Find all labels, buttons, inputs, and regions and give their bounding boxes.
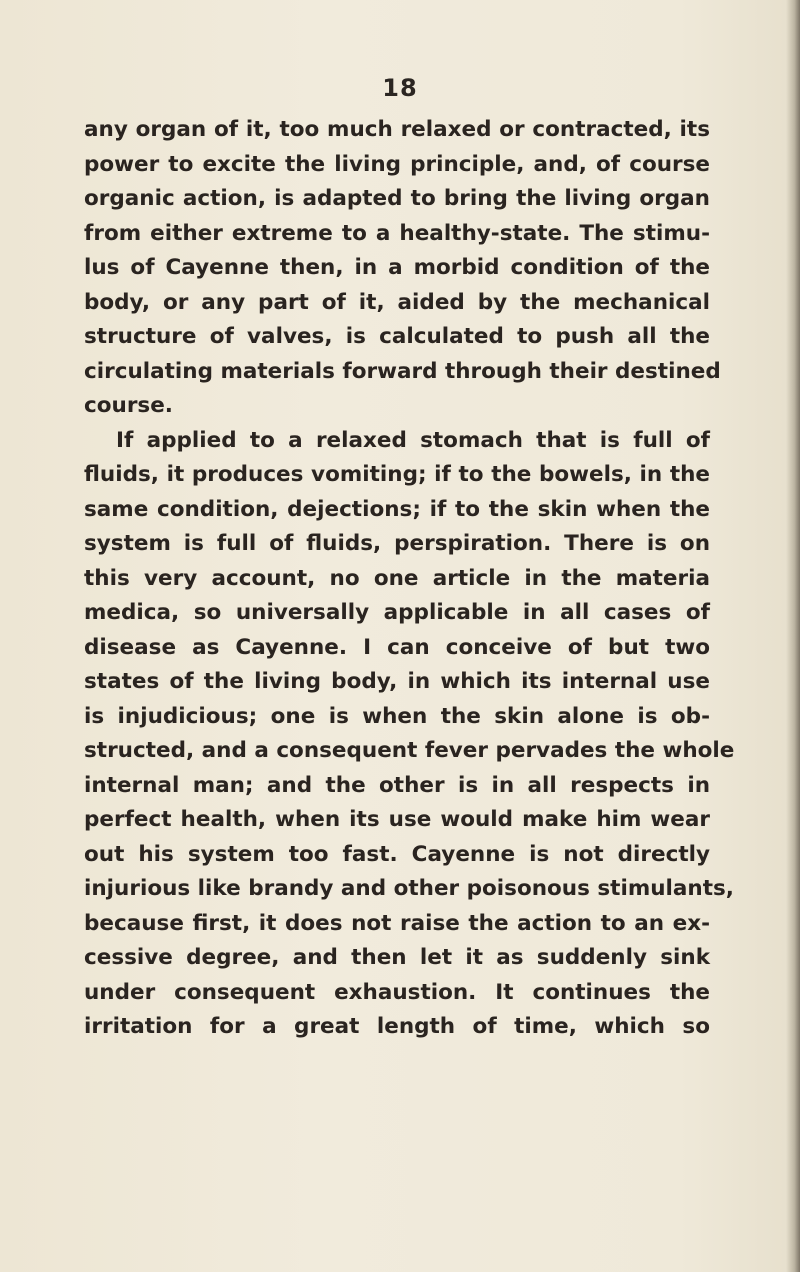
page-number: 18 (382, 74, 418, 102)
text-line: lus of Cayenne then, in a morbid condition of the (84, 255, 710, 280)
text-line: system is full of fluids, perspiration. There is on (84, 531, 710, 556)
text-line: perfect health, when its use would make him wear (84, 807, 710, 832)
text-line: because first, it does not raise the action to an ex- (84, 910, 710, 936)
text-line: power to excite the living principle, and, of course (84, 151, 710, 177)
text-line: medica, so universally applicable in all cases of (84, 600, 710, 625)
text-line: cessive degree, and then let it as suddenly sink (84, 945, 710, 970)
text-line: course. (84, 393, 173, 418)
text-line: this very account, no one article in the materia (84, 565, 710, 591)
text-line: structure of valves, is calculated to push all the (84, 324, 710, 349)
text-line: under consequent exhaustion. It continues the (84, 979, 710, 1005)
text-line: internal man; and the other is in all respects in (84, 772, 710, 798)
text-line: states of the living body, in which its internal use (84, 669, 710, 694)
text-line: circulating materials forward through their destined (84, 358, 721, 384)
body-text (84, 113, 735, 1045)
text-line: irritation for a great length of time, which so (84, 1014, 710, 1039)
text-line: is injudicious; one is when the skin alone is ob- (84, 703, 710, 729)
paragraph-first-line: If applied to a relaxed stomach that is full of (116, 427, 710, 453)
text-line: injurious like brandy and other poisonous stimulants, (84, 876, 734, 901)
text-line: organic action, is adapted to bring the living organ (84, 186, 710, 211)
text-line: out his system too fast. Cayenne is not directly (84, 841, 710, 867)
text-line: any organ of it, too much relaxed or contracted, its (84, 117, 710, 142)
text-line: body, or any part of it, aided by the mechanical (84, 289, 710, 315)
text-line: structed, and a consequent fever pervades the whole (84, 738, 735, 763)
text-line: disease as Cayenne. I can conceive of but two (84, 634, 710, 660)
page-edge-shadow (786, 0, 800, 1272)
text-line: fluids, it produces vomiting; if to the bowels, in the (84, 462, 710, 487)
text-line: same condition, dejections; if to the skin when the (84, 496, 710, 522)
text-line: from either extreme to a healthy-state. The stimu- (84, 220, 710, 246)
